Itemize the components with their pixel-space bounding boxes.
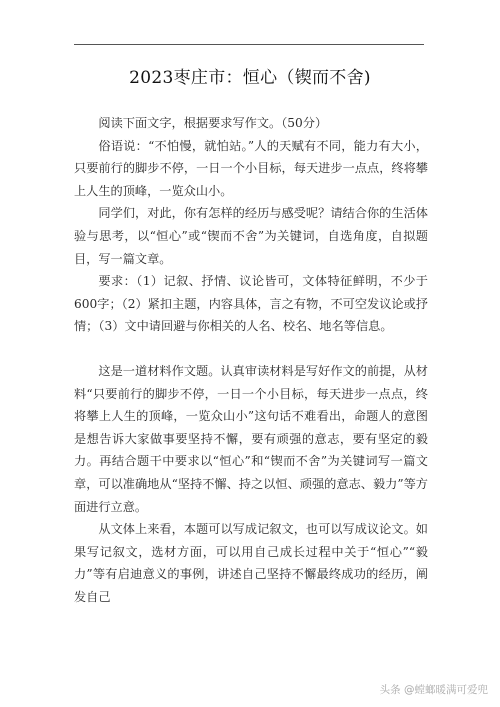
page-title: 2023枣庄市：恒心（锲而不舍) — [129, 68, 371, 88]
paragraph: 阅读下面文字，根据要求写作文。（50分） — [98, 116, 328, 130]
paragraph: 这是一道材料作文题。认真审读材料是写好作文的前提，从材料“只要前行的脚步不停，一日一个小目标，每天进步一点点，终将攀上人生的顶峰，一览众山小”这句话不难看出，命题人的意图是想告诉大家做事要坚持不懈，要有顽强的意志，要有坚定的毅力。再结合题干中要求以“恒心”和“锲而不舍”为关键词写一篇文章，可以准确地从“坚持不懈、持之以恒、顽强的意志、毅力”等方面进行立意。 — [74, 363, 428, 514]
top-rule — [74, 44, 424, 45]
document-body — [74, 112, 428, 608]
paragraph: 同学们，对此，你有怎样的经历与感受呢？请结合你的生活体验与思考，以“恒心”或“锲而不舍”为关键词，自选角度，自拟题目，写一篇文章。 — [74, 206, 428, 266]
paragraph: 俗语说：“不怕慢，就怕站。”人的天赋有不同，能力有大小，只要前行的脚步不停，一日一个小目标，每天进步一点点，终将攀上人生的顶峰，一览众山小。 — [74, 138, 428, 198]
watermark: 头条 @螳螂暖满可爱兜 — [379, 684, 488, 696]
paragraph: 从文体上来看，本题可以写成记叙文，也可以写成议论文。如果写记叙文，选材方面，可以用自己成长过程中关于“恒心”“毅力”等有启迪意义的事例，讲述自己坚持不懈最终成功的经历，阐发自己 — [74, 522, 428, 604]
paragraph: 要求：（1）记叙、抒情、议论皆可，文体特征鲜明，不少于600字；（2）紧扣主题，内容具体，言之有物，不可空发议论或抒情；（3）文中请回避与你相关的人名、校名、地名等信息。 — [74, 274, 428, 334]
